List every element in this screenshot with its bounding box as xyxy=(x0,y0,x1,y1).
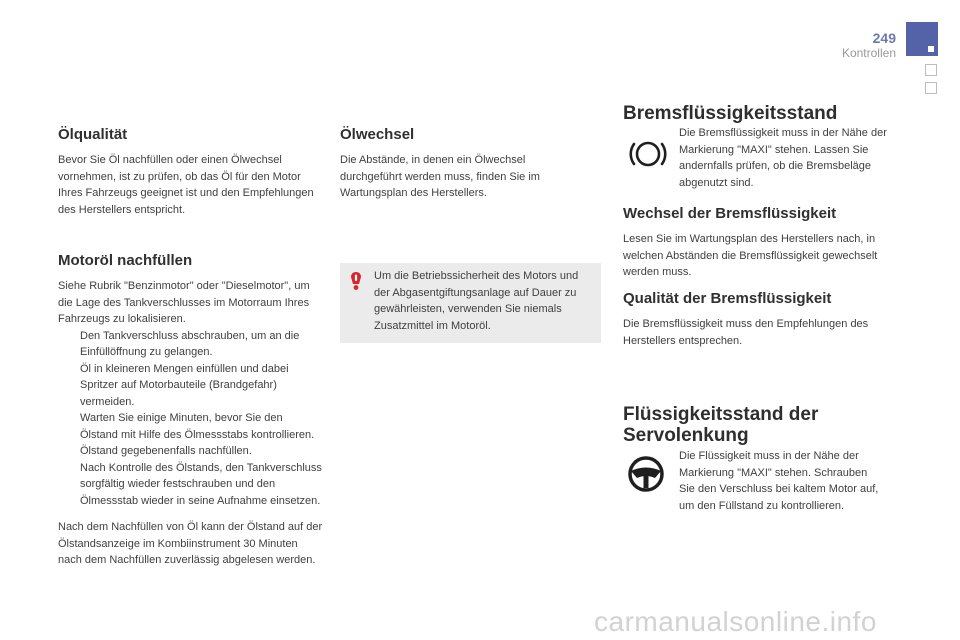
section-name: Kontrollen xyxy=(841,46,896,60)
list-item: Ölstand gegebenenfalls nachfüllen. xyxy=(80,445,252,457)
column-middle xyxy=(340,126,572,202)
oil-refill-intro: Siehe Rubrik "Benzinmotor" oder "Dieselmotor", um die Lage des Tankverschlusses im Motorraum Ihres Fahrzeugs zu lokalisieren. xyxy=(58,280,310,325)
brake-warning-icon xyxy=(626,132,670,176)
column-right xyxy=(623,103,888,124)
steering-heading-line1: Flüssigkeitsstand der xyxy=(623,404,819,425)
brake-change-section xyxy=(623,205,893,281)
list-item: Warten Sie einige Minuten, bevor Sie den Ölstand mit Hilfe des Ölmessstabs kontrollieren. xyxy=(80,412,315,441)
steering-heading-line2: Servolenkung xyxy=(623,425,749,446)
steering-wheel-icon xyxy=(624,452,668,496)
brake-quality-heading: Qualität der Bremsflüssigkeit xyxy=(623,290,832,307)
oil-change-heading: Ölwechsel xyxy=(340,126,415,143)
list-item: Nach Kontrolle des Ölstands, den Tankverschluss sorgfältig wieder festschrauben und den Ölmessstab wieder in seine Aufnahme einsetzen. xyxy=(80,461,322,507)
oil-refill-outro: Nach dem Nachfüllen von Öl kann der Ölstand auf der Ölstandsanzeige im Kombiinstrument 30 Minuten nach dem Nachfüllen zuverlässig abgelesen werden. xyxy=(58,521,323,566)
brake-change-heading: Wechsel der Bremsflüssigkeit xyxy=(623,205,837,222)
brake-quality-text: Die Bremsflüssigkeit muss den Empfehlungen des Herstellers entsprechen. xyxy=(623,318,869,347)
oil-refill-heading: Motoröl nachfüllen xyxy=(58,252,193,269)
warning-text: Um die Betriebssicherheit des Motors und der Abgasentgiftungsanlage auf Dauer zu gewährleisten, verwenden Sie niemals Zusatzmittel im Motoröl. xyxy=(374,270,579,332)
page-number: 249 xyxy=(872,30,896,46)
list-item: Den Tankverschluss abschrauben, um an die Einfüllöffnung zu gelangen. xyxy=(80,329,300,358)
list-item: Öl in kleineren Mengen einfüllen und dabei Spritzer auf Motorbauteile (Brandgefahr) vermeiden. xyxy=(80,362,289,408)
chapter-tab[interactable] xyxy=(925,64,937,76)
tab-marker xyxy=(928,46,934,52)
brake-change-text: Lesen Sie im Wartungsplan des Herstellers nach, in welchen Abständen die Bremsflüssigkeit gewechselt werden muss. xyxy=(623,233,878,278)
brake-quality-section xyxy=(623,290,893,349)
watermark: carmanualsonline.info xyxy=(594,606,877,637)
steering-text: Die Flüssigkeit muss in der Nähe der Markierung "MAXI" stehen. Schrauben Sie den Verschluss bei kaltem Motor auf, um den Füllstand zu kontrollieren. xyxy=(679,450,879,512)
oil-change-text: Die Abstände, in denen ein Ölwechsel durchgeführt werden muss, finden Sie im Wartungsplan des Herstellers. xyxy=(340,154,540,199)
column-left xyxy=(58,126,323,569)
chapter-tab[interactable] xyxy=(925,82,937,94)
chapter-tab-active[interactable] xyxy=(906,22,938,56)
oil-quality-text: Bevor Sie Öl nachfüllen oder einen Ölwechsel vornehmen, ist zu prüfen, ob das Öl für den Motor Ihres Fahrzeugs geeignet ist und den Empfehlungen des Herstellers entspricht. xyxy=(58,154,314,216)
brake-level-heading: Bremsflüssigkeitsstand xyxy=(623,103,838,124)
oil-quality-heading: Ölqualität xyxy=(58,126,128,143)
oil-refill-steps xyxy=(58,328,323,510)
steering-section xyxy=(623,404,893,446)
warning-exclamation-icon xyxy=(346,271,366,291)
warning-box xyxy=(340,263,601,343)
brake-level-text: Die Bremsflüssigkeit muss in der Nähe der Markierung "MAXI" stehen. Lassen Sie andernfalls prüfen, ob die Bremsbeläge abgenutzt sind. xyxy=(679,127,887,189)
